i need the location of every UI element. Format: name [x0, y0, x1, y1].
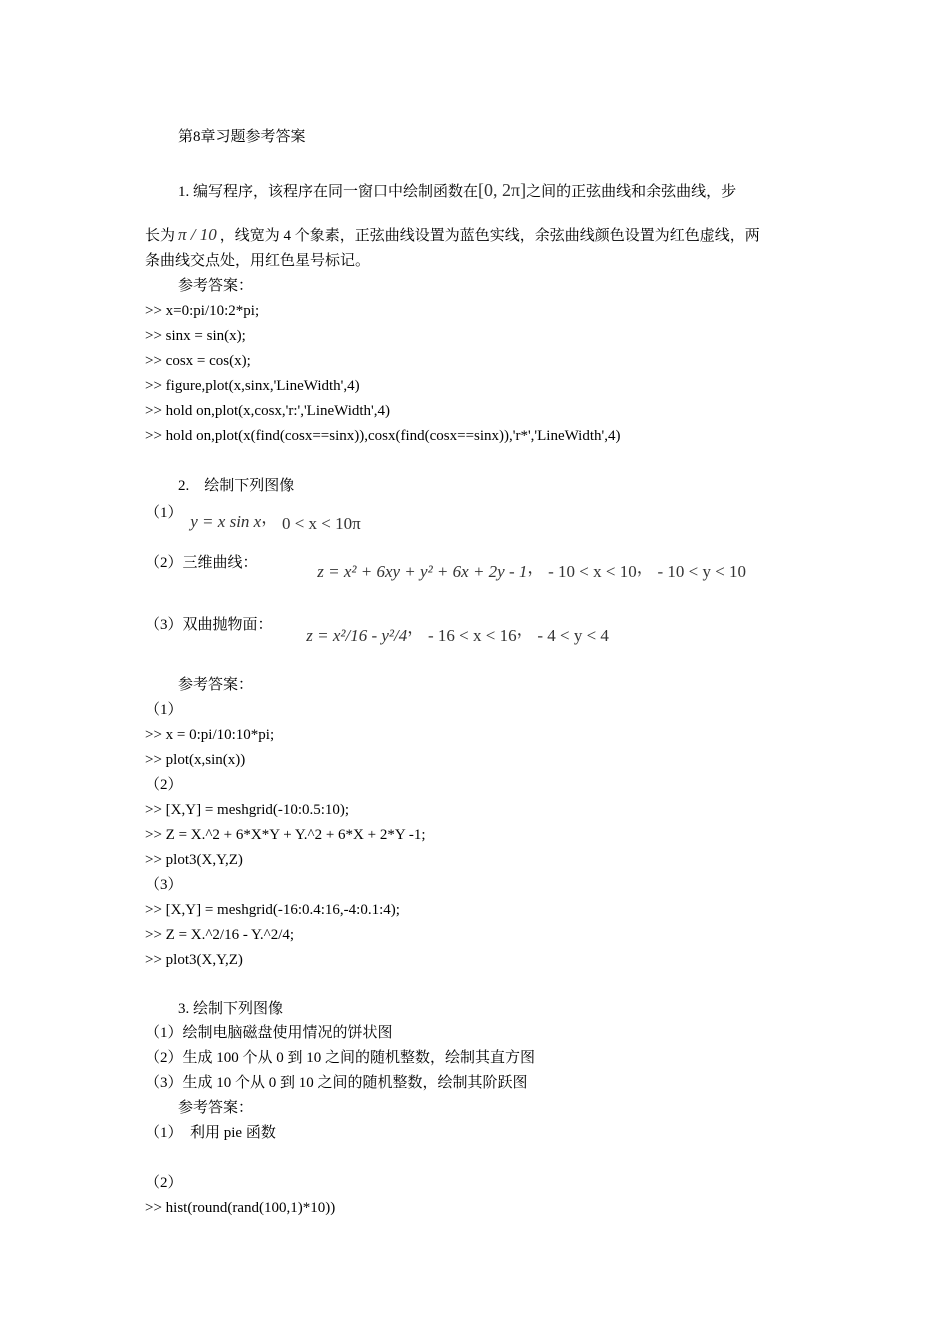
q3-item-3: （3）生成 10 个从 0 到 10 之间的随机整数，绘制其阶跃图	[145, 1075, 528, 1091]
q2-ans-6: >> Z = X.^2 + 6*X*Y + Y.^2 + 6*X + 2*Y -1;	[145, 827, 426, 843]
q1-text-a: 1. 编写程序，该程序在同一窗口中绘制函数在	[178, 184, 479, 200]
q1-line-1	[178, 180, 736, 202]
q2-ans-8: （3）	[145, 877, 183, 893]
q2-p3-range-x: - 16 < x < 16	[428, 626, 517, 645]
q3-answer-2-code: >> hist(round(rand(100,1)*10))	[145, 1200, 336, 1216]
q2-heading: 2. 绘制下列图像	[178, 478, 295, 494]
q2-p2-label: （2）三维曲线：	[145, 555, 258, 571]
q3-item-2: （2）生成 100 个从 0 到 10 之间的随机整数，绘制其直方图	[145, 1050, 536, 1066]
q1-answer-label: 参考答案：	[178, 278, 254, 294]
q3-answer-2-label: （2）	[145, 1175, 183, 1191]
q1-text-d: ，线宽为 4 个象素，正弦曲线设置为蓝色实线，余弦曲线颜色设置为红色虚线，两	[219, 228, 760, 244]
q1-code-3: >> cosx = cos(x);	[145, 353, 251, 369]
q2-ans-11: >> plot3(X,Y,Z)	[145, 952, 243, 968]
q3-answer-1: （1） 利用 pie 函数	[145, 1125, 276, 1141]
q2-p2-formula: z = x² + 6xy + y² + 6x + 2y - 1	[317, 562, 528, 581]
q2-p3-formula: z = x²/16 - y²/4	[306, 626, 408, 645]
q2-ans-5: >> [X,Y] = meshgrid(-10:0.5:10);	[145, 802, 350, 818]
q2-p2-range-y: - 10 < y < 10	[657, 562, 747, 581]
q3-heading: 3. 绘制下列图像	[178, 1001, 284, 1017]
q2-ans-1: （1）	[145, 702, 183, 718]
q2-ans-4: （2）	[145, 777, 183, 793]
q2-p1: （1） y = x sin x， 0 < x < 10π	[145, 505, 361, 533]
q1-code-6: >> hold on,plot(x(find(cosx==sinx)),cosx(find(cosx==sinx)),'r*','LineWidth',4)	[145, 428, 621, 444]
q2-p3-label: （3）双曲抛物面：	[145, 617, 273, 633]
q1-code-4: >> figure,plot(x,sinx,'LineWidth',4)	[145, 378, 360, 394]
q2-p1-range: 0 < x < 10π	[281, 514, 361, 533]
q1-step: π / 10	[178, 225, 217, 244]
q2-p2-range-x: - 10 < x < 10	[548, 562, 637, 581]
q2-ans-10: >> Z = X.^2/16 - Y.^2/4;	[145, 927, 295, 943]
q2-ans-3: >> plot(x,sin(x))	[145, 752, 246, 768]
q2-ans-2: >> x = 0:pi/10:10*pi;	[145, 727, 275, 743]
q1-code-5: >> hold on,plot(x,cosx,'r:','LineWidth',4)	[145, 403, 391, 419]
q1-interval: [0, 2π]	[478, 180, 527, 200]
q2-ans-9: >> [X,Y] = meshgrid(-16:0.4:16,-4:0.1:4);	[145, 902, 400, 918]
q2-p3-range-y: - 4 < y < 4	[537, 626, 609, 645]
q2-p1-label: （1）	[145, 505, 183, 521]
q3-item-1: （1）绘制电脑磁盘使用情况的饼状图	[145, 1025, 393, 1041]
q3-answer-label: 参考答案：	[178, 1100, 254, 1116]
q1-line-3: 条曲线交点处，用红色星号标记。	[145, 253, 371, 269]
q1-line-2	[145, 225, 760, 246]
q2-p3: （3）双曲抛物面： z = x²/16 - y²/4， - 16 < x < 16， - 4 < y < 4	[145, 617, 609, 645]
q1-code-1: >> x=0:pi/10:2*pi;	[145, 303, 260, 319]
page-title: 第8章习题参考答案	[178, 129, 306, 145]
q1-text-b: 之间的正弦曲线和余弦曲线，步	[526, 184, 737, 200]
q2-answer-label: 参考答案：	[178, 677, 254, 693]
q2-ans-7: >> plot3(X,Y,Z)	[145, 852, 243, 868]
q2-p2: （2）三维曲线： z = x² + 6xy + y² + 6x + 2y - 1， - 10 < x < 10， - 10 < y < 10	[145, 555, 747, 581]
q1-code-2: >> sinx = sin(x);	[145, 328, 246, 344]
q2-p1-formula: y = x sin x	[190, 512, 262, 531]
q1-text-c: 长为	[145, 228, 176, 244]
